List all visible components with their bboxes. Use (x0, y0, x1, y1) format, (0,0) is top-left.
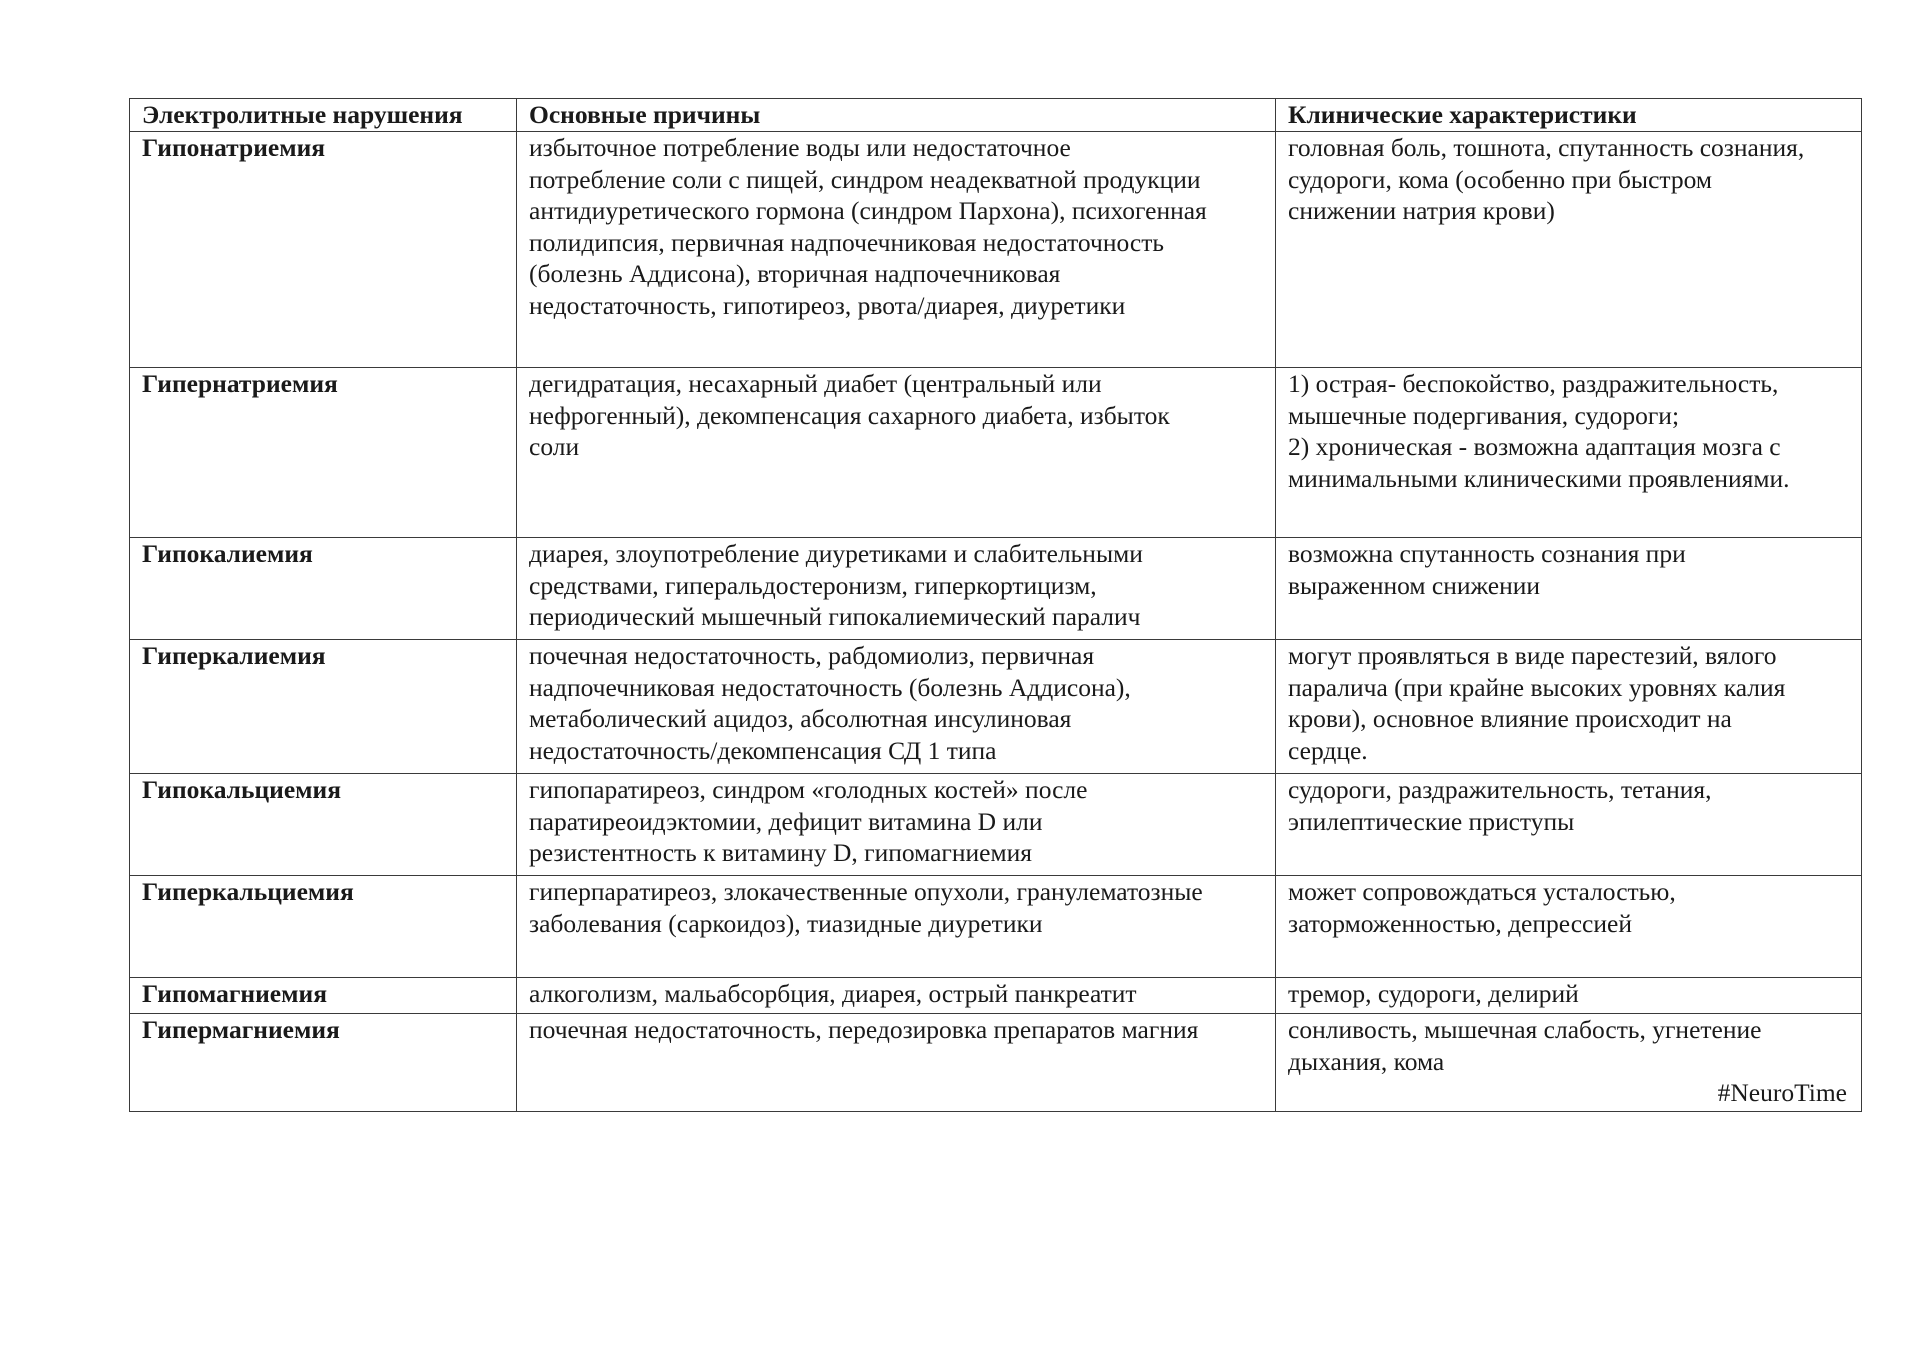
clinical-line: заторможенностью, депрессией (1288, 908, 1632, 938)
causes-line: избыточное потребление воды или недостаточное (529, 133, 1071, 162)
table-row (130, 132, 1862, 368)
clinical-line: сердце. (1288, 735, 1368, 765)
table-row (130, 876, 1862, 978)
clinical-line: судороги, кома (особенно при быстром (1288, 164, 1712, 194)
neurotime-tag: #NeuroTime (1717, 1078, 1847, 1107)
causes-line: гиперпаратиреоз, злокачественные опухоли, гранулематозные (529, 877, 1203, 906)
header-disorder: Электролитные нарушения (130, 99, 517, 132)
table-row (130, 368, 1862, 538)
causes-line: потребление соли с пищей, синдром неадекватной продукции (529, 164, 1201, 194)
header-clinical: Клинические характеристики (1276, 99, 1862, 132)
table-row (130, 1014, 1862, 1112)
causes-cell (517, 132, 1276, 368)
causes-line: средствами, гиперальдостеронизм, гиперкортицизм, (529, 570, 1097, 600)
causes-cell (517, 368, 1276, 538)
disorder-name: Гипонатриемия (130, 132, 517, 368)
causes-line: диарея, злоупотребление диуретиками и слабительными (529, 539, 1143, 568)
disorder-name: Гипермагниемия (130, 1014, 517, 1112)
clinical-cell (1276, 876, 1862, 978)
header-causes: Основные причины (517, 99, 1276, 132)
clinical-cell (1276, 1014, 1862, 1112)
table-row (130, 538, 1862, 640)
clinical-line: могут проявляться в виде парестезий, вялого (1288, 641, 1777, 670)
clinical-line: 1) острая- беспокойство, раздражительность, (1288, 369, 1779, 398)
clinical-line: крови), основное влияние происходит на (1288, 704, 1732, 733)
causes-line: почечная недостаточность, передозировка препаратов магния (529, 1015, 1199, 1044)
causes-line: почечная недостаточность, рабдомиолиз, первичная (529, 641, 1095, 670)
causes-line: надпочечниковая недостаточность (болезнь Аддисона), (529, 672, 1131, 702)
causes-cell (517, 538, 1276, 640)
causes-line: дегидратация, несахарный диабет (центральный или (529, 369, 1102, 398)
disorder-name: Гиперкалиемия (130, 640, 517, 774)
clinical-cell (1276, 132, 1862, 368)
clinical-cell (1276, 640, 1862, 774)
clinical-line: мышечные подергивания, судороги; (1288, 400, 1680, 430)
clinical-line: головная боль, тошнота, спутанность сознания, (1288, 133, 1805, 162)
table-row (130, 774, 1862, 876)
table-row (130, 978, 1862, 1014)
causes-line: алкоголизм, мальабсорбция, диарея, острый панкреатит (529, 979, 1137, 1008)
clinical-line: паралича (при крайне высоких уровнях калия (1288, 672, 1786, 702)
causes-line: соли (529, 432, 580, 461)
clinical-line: сонливость, мышечная слабость, угнетение (1288, 1015, 1762, 1044)
causes-line: резистентность к витамину D, гипомагниемия (529, 838, 1032, 867)
clinical-line: снижении натрия крови) (1288, 196, 1555, 225)
clinical-line: дыхания, кома (1288, 1046, 1445, 1076)
causes-line: полидипсия, первичная надпочечниковая недостаточность (529, 227, 1164, 257)
disorder-name: Гипокальциемия (130, 774, 517, 876)
clinical-line: выраженном снижении (1288, 570, 1541, 600)
clinical-line: 2) хроническая - возможна адаптация мозга с (1288, 432, 1781, 461)
clinical-cell (1276, 774, 1862, 876)
causes-cell (517, 640, 1276, 774)
causes-line: гипопаратиреоз, синдром «голодных костей» после (529, 775, 1088, 804)
disorder-name: Гиперкальциемия (130, 876, 517, 978)
causes-cell (517, 1014, 1276, 1112)
clinical-cell (1276, 978, 1862, 1014)
causes-line: недостаточность, гипотиреоз, рвота/диарея, диуретики (529, 290, 1126, 320)
table-header (130, 99, 1862, 132)
causes-line: (болезнь Аддисона), вторичная надпочечниковая (529, 259, 1061, 288)
disorder-name: Гипомагниемия (130, 978, 517, 1014)
electrolyte-disorders-table (129, 98, 1862, 1112)
disorder-name: Гипокалиемия (130, 538, 517, 640)
causes-cell (517, 876, 1276, 978)
causes-line: паратиреоидэктомии, дефицит витамина D или (529, 806, 1043, 836)
clinical-line: судороги, раздражительность, тетания, (1288, 775, 1712, 804)
causes-cell (517, 774, 1276, 876)
clinical-line: тремор, судороги, делирий (1288, 979, 1579, 1008)
clinical-line: эпилептические приступы (1288, 806, 1575, 836)
causes-line: нефрогенный), декомпенсация сахарного диабета, избыток (529, 400, 1170, 430)
causes-line: заболевания (саркоидоз), тиазидные диуретики (529, 908, 1043, 938)
causes-line: метаболический ацидоз, абсолютная инсулиновая (529, 704, 1072, 733)
clinical-line: может сопровождаться усталостью, (1288, 877, 1676, 906)
clinical-cell (1276, 368, 1862, 538)
clinical-line: минимальными клиническими проявлениями. (1288, 463, 1790, 493)
table-row (130, 640, 1862, 774)
header-row (130, 99, 1862, 132)
causes-line: периодический мышечный гипокалиемический паралич (529, 602, 1141, 631)
clinical-cell (1276, 538, 1862, 640)
causes-line: недостаточность/декомпенсация СД 1 типа (529, 735, 997, 765)
disorder-name: Гипернатриемия (130, 368, 517, 538)
clinical-line: возможна спутанность сознания при (1288, 539, 1686, 568)
causes-line: антидиуретического гормона (синдром Пархона), психогенная (529, 196, 1207, 225)
causes-cell (517, 978, 1276, 1014)
table-body (130, 132, 1862, 1112)
